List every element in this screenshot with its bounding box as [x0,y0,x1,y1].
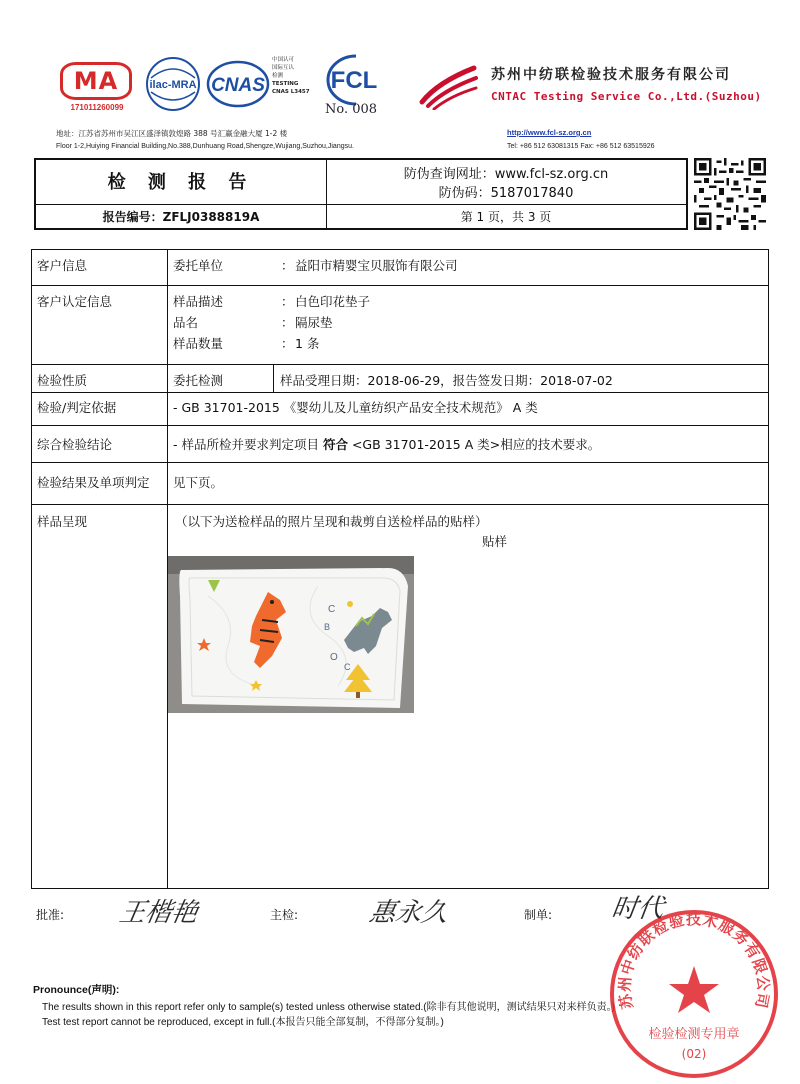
svg-text:B: B [324,622,331,632]
fcl-number: No. 008 [325,102,378,117]
customer-confirm-label: 客户认定信息 [37,294,113,309]
approve-label: 批准: [36,908,65,922]
page-info: 第 1 页，共 3 页 [460,210,552,224]
basis-value: - GB 31701-2015 《婴幼儿及儿童纺织产品安全技术规范》 A 类 [173,400,538,415]
cnas-line: 国际互认 [272,65,295,71]
svg-text:(02): (02) [681,1047,707,1061]
inspect-label: 主检: [270,908,299,922]
inspect-signature: 惠永久 [366,898,451,928]
address-cn: 地址：江苏省苏州市吴江区盛泽镇敦煌路 388 号汇赢金融大厦 1-2 楼 [56,129,288,138]
product-name-label: 品名 [173,315,199,330]
row-divider [31,462,769,463]
sample-present-note: （以下为送检样品的照片呈现和裁剪自送检样品的贴样） [175,514,488,529]
company-name-en: CNTAC Testing Service Co.,Ltd.(Suzhou) [491,90,762,103]
colon: ： [281,258,294,273]
colon: ： [281,336,294,351]
conclusion-verdict: 符合 [322,437,348,452]
row-divider [31,392,769,393]
svg-text:FCL: FCL [330,67,378,94]
client-value: 益阳市精婴宝贝服饰有限公司 [295,258,458,273]
address-en: Floor 1-2,Huiying Financial Building,No.388,Dunhuang Road,Shengze,Wujiang,Suzhou,Jiangsu. [56,143,354,150]
conclusion-pre: - 样品所检并要求判定项目 [173,437,323,452]
tel-fax: Tel: +86 512 63081315 Fax: +86 512 63515926 [507,143,655,150]
svg-text:C: C [328,604,336,615]
cma-logo: MA [60,62,132,100]
pronounce-title: Pronounce(声明): [33,984,120,996]
report-number: 报告编号：ZFLJ0388819A [102,210,260,224]
anti-fake-url: 防伪查询网址：www.fcl-sz.org.cn [403,167,609,182]
qr-code-icon[interactable] [694,158,766,230]
product-name-value: 隔尿垫 [295,315,333,330]
cnas-logo [206,58,270,110]
dates-value: 样品受理日期：2018-06-29，报告签发日期：2018-07-02 [280,373,613,388]
cnas-line: 检测 [272,73,284,79]
results-label: 检验结果及单项判定 [37,475,150,490]
svg-text:检验检测专用章: 检验检测专用章 [648,1027,740,1042]
anti-fake-code: 防伪码：5187017840 [438,186,574,201]
row-divider [31,425,769,426]
company-name-cn: 苏州中纺联检验技术服务有限公司 [491,67,731,83]
sample-desc-value: 白色印花垫子 [295,294,371,309]
pronounce-line1: The results shown in this report refer only to sample(s) tested unless otherwise stated.(除非有其他说明，测试结果只对来样负责。) [42,1002,615,1013]
colon: ： [281,294,294,309]
conclusion-label: 综合检验结论 [37,437,113,452]
cnas-text [272,56,320,96]
sample-desc-label: 样品描述 [173,294,224,309]
cnas-line: 中国认可 [272,57,295,63]
pronounce-line2: Test test report cannot be reproduced, except in full.(本报告只能全部复制，不得部分复制。) [42,1017,444,1028]
prepare-signature: 时代 [609,894,666,924]
company-url-link[interactable]: http://www.fcl-sz.org.cn [507,128,592,137]
cnas-line: TESTING [272,81,299,87]
row-divider [31,285,769,286]
row-divider [31,504,769,505]
cnas-line: CNAS L3457 [272,89,310,95]
swatch-label: 贴样 [482,534,508,549]
svg-text:苏州中纺联检验技术服务有限公司: 苏州中纺联检验技术服务有限公司 [615,910,773,1011]
svg-text:O: O [330,652,338,663]
svg-text:ilac-MRA: ilac-MRA [149,79,197,91]
sample-photo [168,556,414,713]
col-divider [273,364,274,392]
row-divider [31,364,769,365]
inspection-nature-value: 委托检测 [173,373,224,388]
basis-label: 检验/判定依据 [37,400,117,415]
results-value: 见下页。 [173,475,224,490]
report-title: 检 测 报 告 [107,172,255,193]
svg-text:C: C [344,662,351,672]
cntac-logo-mark [418,62,480,110]
approve-signature: 王楷艳 [116,898,201,928]
company-seal [604,904,784,1084]
sample-qty-value: 1 条 [295,336,320,351]
conclusion-value [173,435,600,453]
conclusion-post: <GB 31701-2015 A 类>相应的技术要求。 [347,437,601,452]
ilac-mra-logo [143,56,203,112]
svg-text:CNAS: CNAS [211,75,265,96]
colon: ： [281,315,294,330]
title-divider [36,204,686,205]
prepare-label: 制单: [524,908,553,922]
sample-qty-label: 样品数量 [173,336,224,351]
client-label: 委托单位 [173,258,224,273]
inspection-nature-label: 检验性质 [37,373,88,388]
cma-code: 171011260099 [70,103,124,112]
customer-info-label: 客户信息 [37,258,88,273]
sample-present-label: 样品呈现 [37,514,88,529]
